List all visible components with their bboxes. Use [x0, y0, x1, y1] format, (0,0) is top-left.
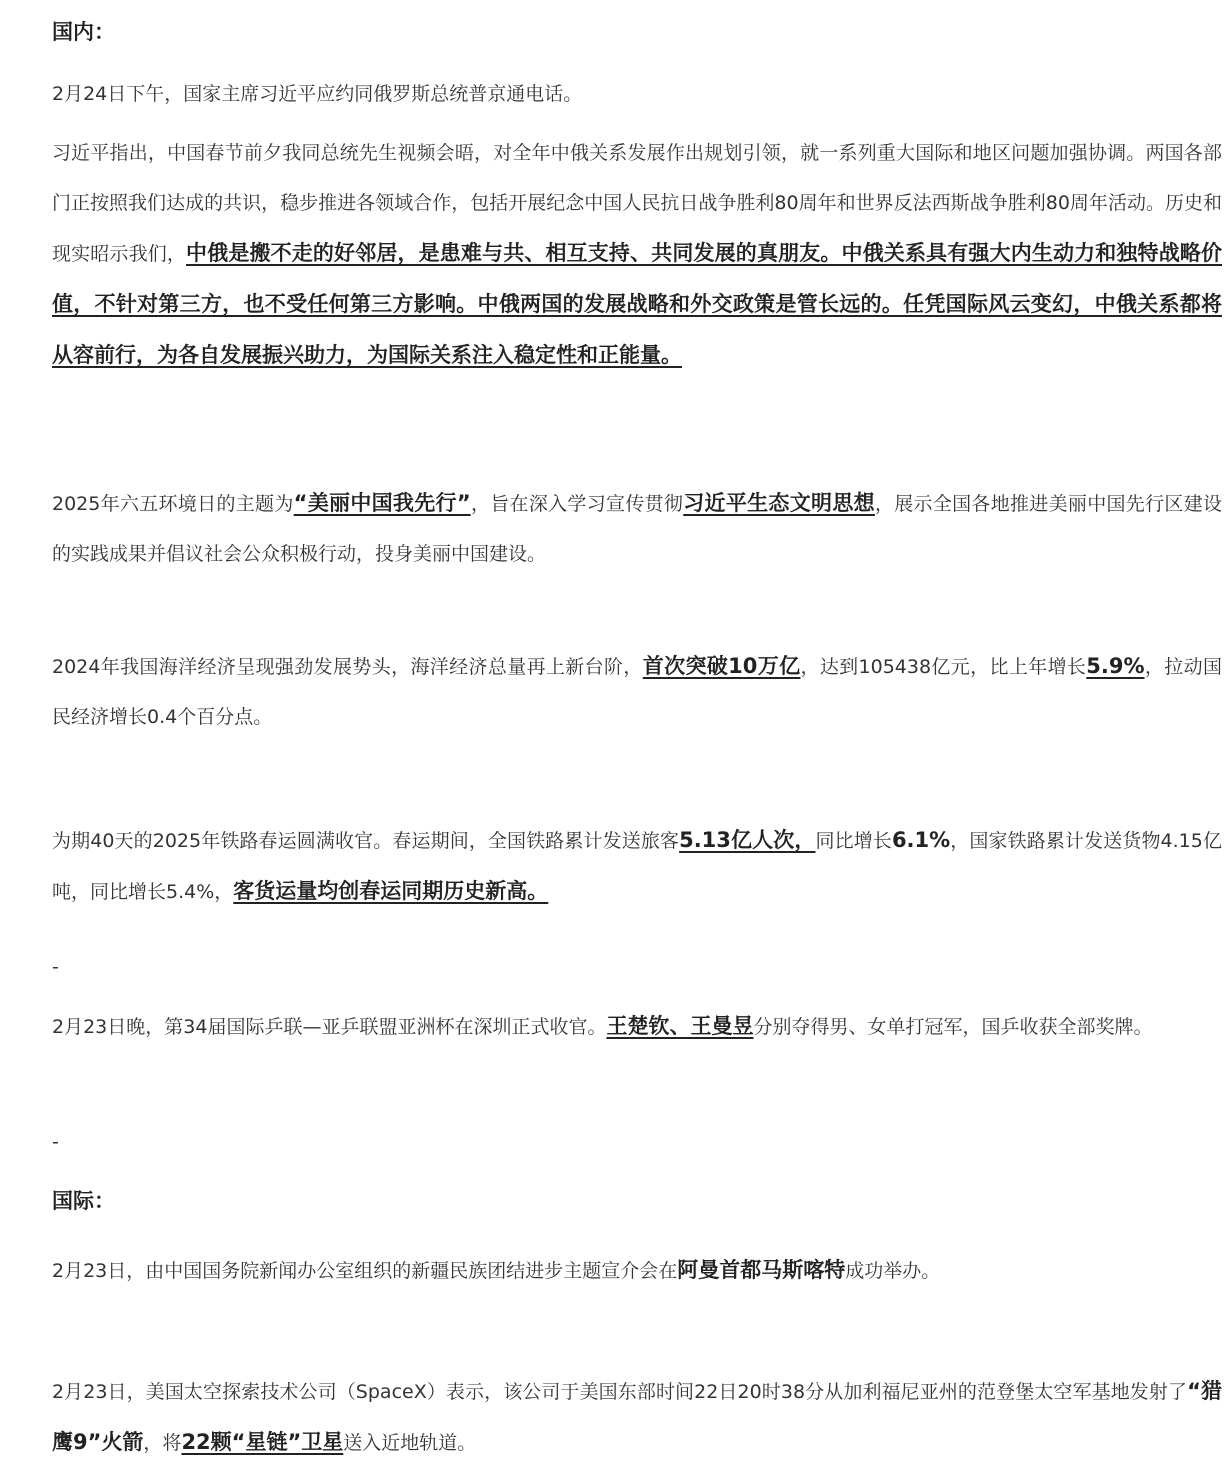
- section-heading-international: 国际：: [52, 1189, 115, 1213]
- paragraph-text: 2025年六五环境日的主题为: [52, 493, 294, 515]
- paragraph-text: 送入近地轨道。: [343, 1432, 477, 1454]
- emphasis-growth: 6.1%: [891, 828, 951, 852]
- paragraph-text: 成功举办。: [845, 1260, 941, 1282]
- paragraph-text: ，将: [143, 1432, 182, 1454]
- paragraph-text: ，拉动国民经济增长0.4个百分点。: [52, 656, 1222, 728]
- emphasis-milestone: 首次突破10万亿: [642, 654, 801, 678]
- separator-dash: -: [52, 956, 59, 978]
- news-paragraph-marine-economy: [52, 641, 1222, 742]
- emphasis-passengers: 5.13亿人次，: [679, 828, 816, 852]
- paragraph-text: 2月23日，由中国国务院新闻办公室组织的新疆民族团结进步主题宣介会在: [52, 1260, 678, 1282]
- news-paragraph-spacex: [52, 1366, 1222, 1468]
- emphasis-rocket: “猎鹰9”火箭: [52, 1379, 1222, 1454]
- paragraph-text: 2月23日晚，第34届国际乒联—亚乒联盟亚洲杯在深圳正式收官。: [52, 1016, 607, 1038]
- paragraph-text: ，国家铁路累计发送货物4.15亿吨，同比增长5.4%，: [52, 830, 1222, 903]
- paragraph-text: ，旨在深入学习宣传贯彻: [470, 493, 684, 515]
- paragraph-text: 2月23日，美国太空探索技术公司（SpaceX）表示，该公司于美国东部时间22日20时38分从加利福尼亚州的范登堡太空军基地发射了: [52, 1381, 1188, 1403]
- paragraph-text: 2024年我国海洋经济呈现强劲发展势头，海洋经济总量再上新台阶，: [52, 656, 643, 678]
- news-paragraph-spring-rail: [52, 815, 1222, 917]
- emphasis-satellites: 22颗“星链”卫星: [181, 1430, 344, 1454]
- paragraph-text: 习近平指出，中国春节前夕我同总统先生视频会晤，对全年中俄关系发展作出规划引领，就一系列重大国际和地区问题加强协调。两国各部门正按照我们达成的共识，稳步推进各领域合作，包括开展纪念中国人民抗日战争胜利80周年和世界反法西斯战争胜利80周年活动。历史和现实昭示我们，: [52, 142, 1222, 265]
- emphasis-record: 客货运量均创春运同期历史新高。: [233, 879, 549, 903]
- emphasis-text: 中俄是搬不走的好邻居，是患难与共、相互支持、共同发展的真朋友。中俄关系具有强大内生动力和独特战略价值，不针对第三方，也不受任何第三方影响。中俄两国的发展战略和外交政策是管长远的。任凭国际风云变幻，中俄关系都将从容前行，为各自发展振兴助力，为国际关系注入稳定性和正能量。: [52, 241, 1222, 367]
- news-paragraph-xinjiang-muscat: [52, 1245, 1222, 1296]
- news-paragraph-environment-day: [52, 478, 1222, 579]
- emphasis-location: 阿曼首都马斯喀特: [677, 1258, 846, 1282]
- emphasis-growth: 5.9%: [1086, 654, 1145, 678]
- emphasis-theme: “美丽中国我先行”: [293, 491, 471, 515]
- emphasis-champions: 王楚钦、王曼昱: [606, 1014, 754, 1038]
- paragraph-text: ，达到105438亿元，比上年增长: [800, 656, 1087, 678]
- news-paragraph-putin-call: 2月24日下午，国家主席习近平应约同俄罗斯总统普京通电话。: [52, 83, 583, 105]
- separator-dash: -: [52, 1131, 59, 1153]
- section-heading-domestic: 国内：: [52, 20, 115, 44]
- paragraph-text: 为期40天的2025年铁路春运圆满收官。春运期间，全国铁路累计发送旅客: [52, 830, 680, 852]
- news-paragraph-china-russia: [52, 128, 1222, 381]
- news-paragraph-table-tennis: [52, 1001, 1222, 1052]
- paragraph-text: ，展示全国各地推进美丽中国先行区建设的实践成果并倡议社会公众积极行动，投身美丽中国建设。: [52, 493, 1222, 565]
- paragraph-text: 同比增长: [815, 830, 892, 852]
- emphasis-thought: 习近平生态文明思想: [683, 491, 875, 515]
- paragraph-text: 分别夺得男、女单打冠军，国乒收获全部奖牌。: [753, 1016, 1153, 1038]
